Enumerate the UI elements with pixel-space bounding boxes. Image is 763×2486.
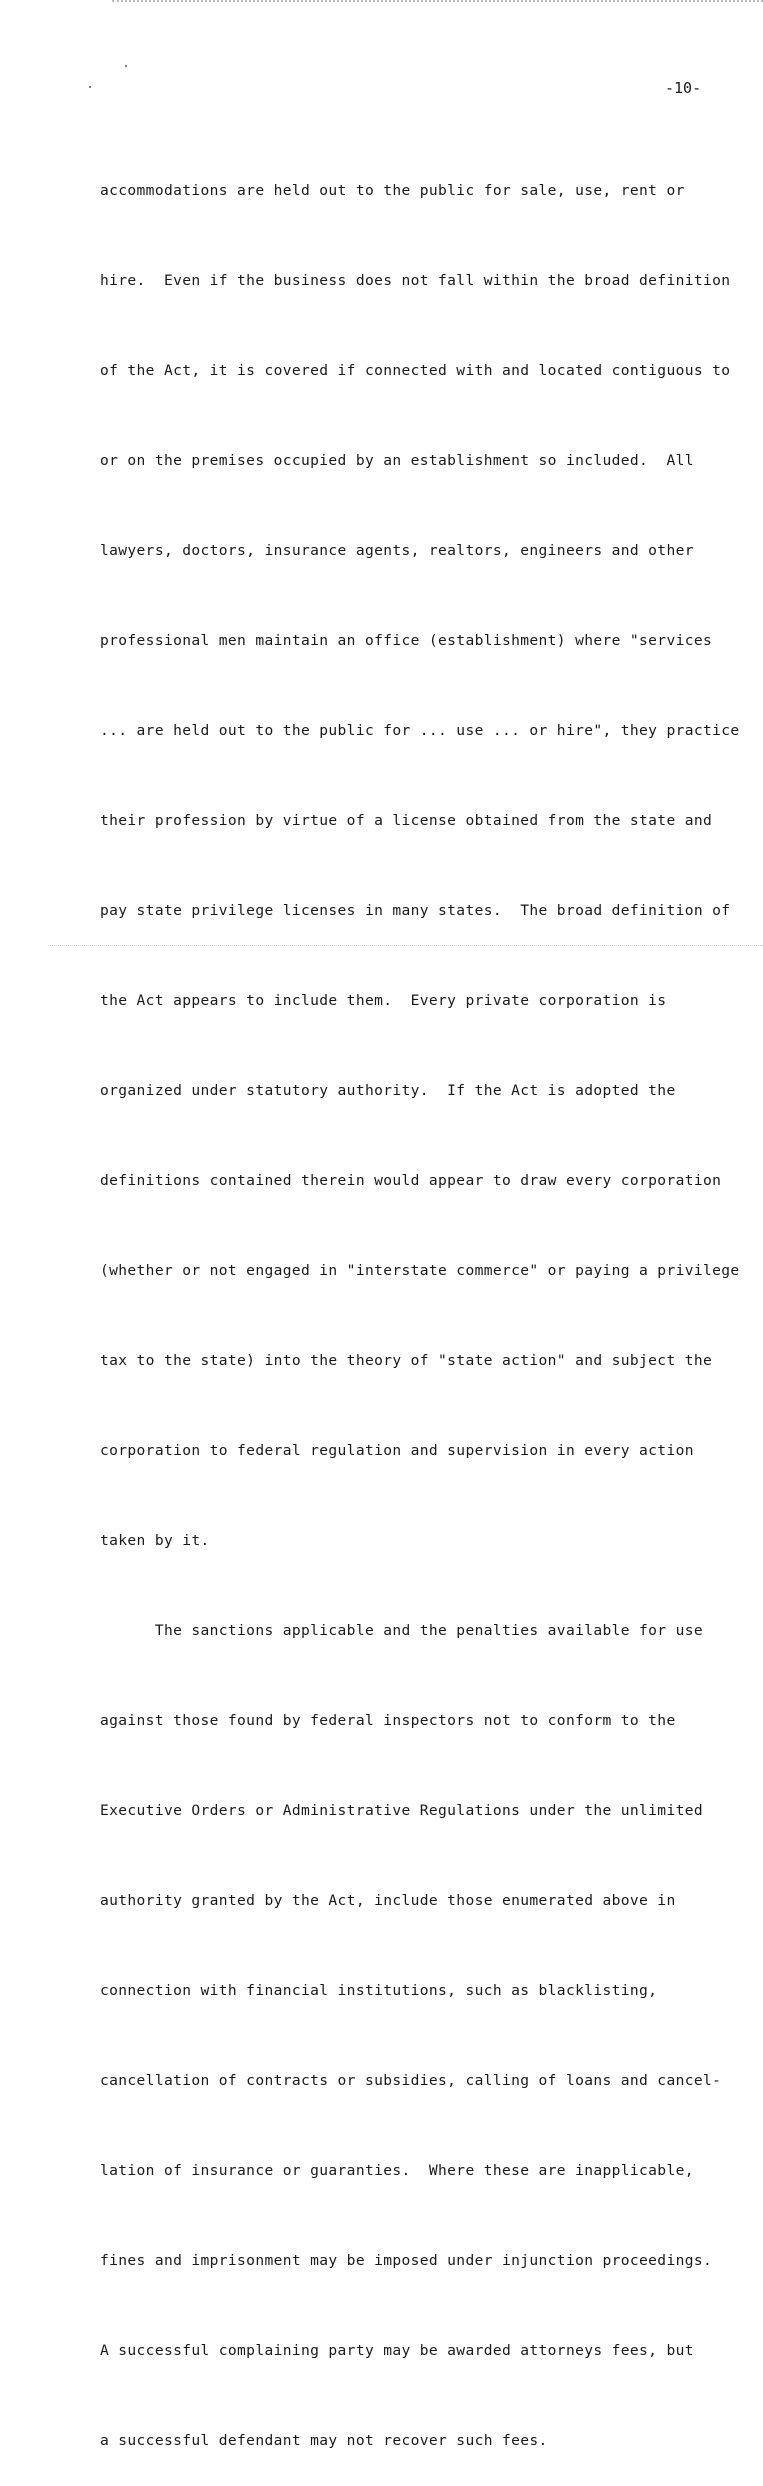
text-line: authority granted by the Act, include those enumerated above in xyxy=(100,1892,676,1909)
text-line: A successful complaining party may be awarded attorneys fees, but xyxy=(100,2342,694,2359)
text-line: Executive Orders or Administrative Regulations under the unlimited xyxy=(100,1802,703,1819)
text-line: cancellation of contracts or subsidies, calling of loans and cancel- xyxy=(100,2072,722,2089)
text-line: accommodations are held out to the public for sale, use, rent or xyxy=(100,182,685,199)
text-line: taken by it. xyxy=(100,1532,210,1549)
text-line: definitions contained therein would appear to draw every corporation xyxy=(100,1172,722,1189)
text-line: professional men maintain an office (establishment) where "services xyxy=(100,632,713,649)
text-line: connection with financial institutions, such as blacklisting, xyxy=(100,1982,658,1999)
text-line: or on the premises occupied by an establishment so included. All xyxy=(100,452,694,469)
scan-speck xyxy=(89,86,91,88)
scan-speck xyxy=(125,65,127,67)
text-line: their profession by virtue of a license obtained from the state and xyxy=(100,812,713,829)
text-line: of the Act, it is covered if connected with and located contiguous to xyxy=(100,362,731,379)
text-line: the Act appears to include them. Every private corporation is xyxy=(100,992,667,1009)
scan-bottom-edge xyxy=(48,943,763,946)
scan-top-edge xyxy=(112,0,763,6)
text-line: The sanctions applicable and the penalties available for use xyxy=(100,1622,703,1639)
text-line: lawyers, doctors, insurance agents, realtors, engineers and other xyxy=(100,542,694,559)
text-line: organized under statutory authority. If the Act is adopted the xyxy=(100,1082,676,1099)
text-line: a successful defendant may not recover such fees. xyxy=(100,2432,548,2449)
text-line: (whether or not engaged in "interstate commerce" or paying a privilege xyxy=(100,1262,740,1279)
text-line: ... are held out to the public for ... use ... or hire", they practice xyxy=(100,722,740,739)
text-line: lation of insurance or guaranties. Where these are inapplicable, xyxy=(100,2162,694,2179)
body-text xyxy=(100,116,750,2486)
text-line: hire. Even if the business does not fall within the broad definition xyxy=(100,272,731,289)
text-line: corporation to federal regulation and supervision in every action xyxy=(100,1442,694,1459)
text-line: against those found by federal inspectors not to conform to the xyxy=(100,1712,676,1729)
text-line: tax to the state) into the theory of "state action" and subject the xyxy=(100,1352,713,1369)
page-number: -10- xyxy=(665,79,702,97)
text-line: pay state privilege licenses in many states. The broad definition of xyxy=(100,902,731,919)
text-line: fines and imprisonment may be imposed under injunction proceedings. xyxy=(100,2252,713,2269)
